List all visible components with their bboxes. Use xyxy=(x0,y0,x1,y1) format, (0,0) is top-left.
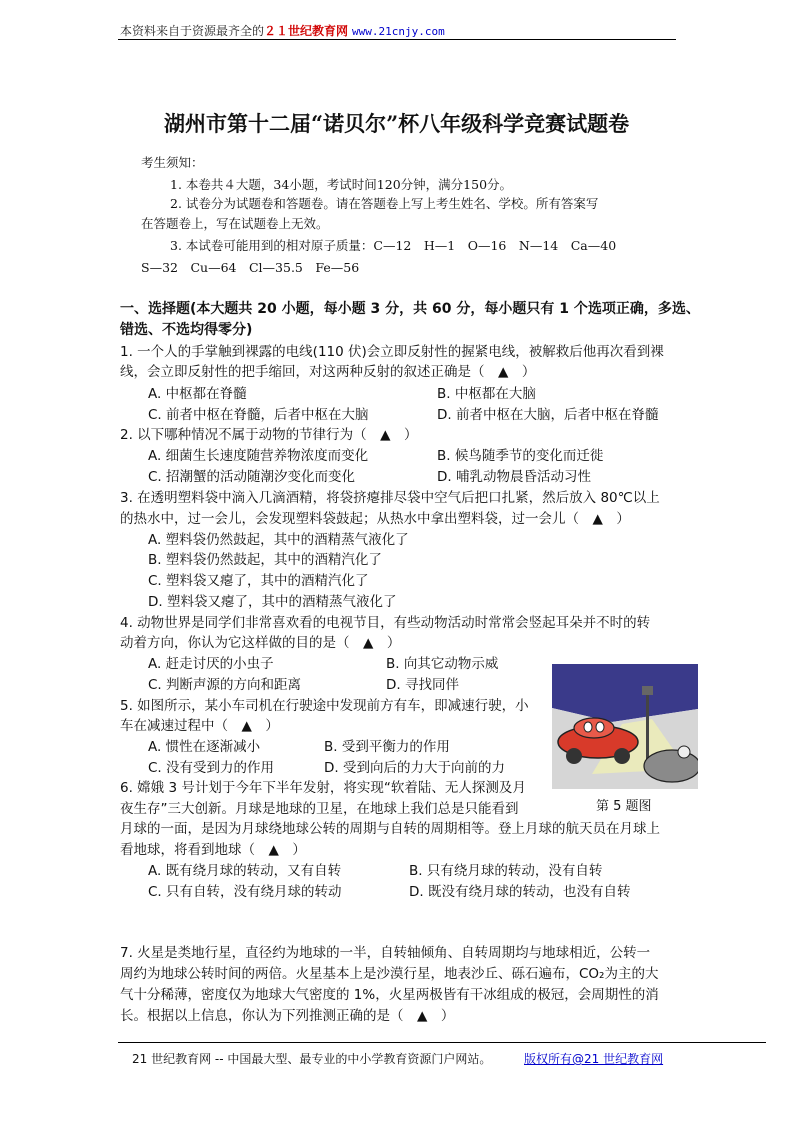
car-wheel-front xyxy=(614,748,630,764)
q5-figure-caption: 第 5 题图 xyxy=(596,799,652,814)
q1-option-c: C. 前者中枢在脊髓，后者中枢在大脑 xyxy=(148,407,369,423)
q1-option-d: D. 前者中枢在大脑，后者中枢在脊髓 xyxy=(437,407,659,423)
driver-head xyxy=(678,746,690,758)
q6-stem-line-4: 看地球，将看到地球（ ▲ ） xyxy=(120,842,306,858)
q5-option-c: C. 没有受到力的作用 xyxy=(148,760,275,776)
q6-stem-line-3: 月球的一面，是因为月球绕地球公转的周期与自转的周期相等。登上月球的航天员在月球上 xyxy=(120,821,660,837)
q5-option-a: A. 惯性在逐渐减小 xyxy=(148,739,261,755)
notice-line-3b: S—32 Cu—64 Cl—35.5 Fe—56 xyxy=(141,260,360,275)
header-rule xyxy=(118,39,676,40)
car-eye-right xyxy=(596,722,604,732)
header-brand: ２１世纪教育网 xyxy=(264,24,349,38)
notice-line-1: 1. 本卷共４大题，34小题，考试时间120分钟，满分150分。 xyxy=(170,177,513,192)
q4-stem-line-1: 4. 动物世界是同学们非常喜欢看的电视节目，有些动物活动时常常会竖起耳朵并不时的转 xyxy=(120,615,651,631)
q3-option-a: A. 塑料袋仍然鼓起，其中的酒精蒸气液化了 xyxy=(148,532,409,548)
q3-option-b: B. 塑料袋仍然鼓起，其中的酒精汽化了 xyxy=(148,552,382,568)
q4-option-b: B. 向其它动物示威 xyxy=(386,656,499,672)
q1-stem-line-1: 1. 一个人的手掌触到裸露的电线(110 伏)会立即反射性的握紧电线，被解救后他再次看到裸 xyxy=(120,344,664,360)
q7-stem-line-3: 气十分稀薄，密度仅为地球大气密度的 1%，火星两极皆有干冰组成的极冠，会周期性的消 xyxy=(120,987,659,1003)
street-lamp-head xyxy=(642,686,653,695)
street-lamp-pole xyxy=(646,692,649,762)
q5-option-b: B. 受到平衡力的作用 xyxy=(324,739,450,755)
q6-stem-line-1: 6. 嫦娥 3 号计划于今年下半年发射，将实现“软着陆、无人探测及月 xyxy=(120,780,526,796)
notice-line-2a: 2. 试卷分为试题卷和答题卷。请在答题卷上写上考生姓名、学校。所有答案写 xyxy=(170,196,599,211)
notice-line-3a: 3. 本试卷可能用到的相对原子质量：C—12 H—1 O—16 N—14 Ca—40 xyxy=(170,238,617,253)
header-url[interactable]: www.21cnjy.com xyxy=(352,25,445,38)
car-eye-left xyxy=(584,722,592,732)
page-header xyxy=(120,22,445,39)
section-heading-line-2: 错选、不选均得零分) xyxy=(120,322,253,338)
q7-stem-line-4: 长。根据以上信息，你认为下列推测正确的是（ ▲ ） xyxy=(120,1008,455,1024)
q3-stem-line-1: 3. 在透明塑料袋中滴入几滴酒精，将袋挤瘪排尽袋中空气后把口扎紧，然后放入 80℃以上 xyxy=(120,490,660,506)
notice-line-2b: 在答题卷上，写在试题卷上无效。 xyxy=(141,216,329,231)
footer-copyright-link[interactable] xyxy=(524,1050,663,1067)
document-title: 湖州市第十二届“诺贝尔”杯八年级科学竞赛试题卷 xyxy=(164,111,630,136)
q3-option-d: D. 塑料袋又瘪了，其中的酒精蒸气液化了 xyxy=(148,594,397,610)
footer-rule xyxy=(118,1042,766,1043)
q4-stem-line-2: 动着方向，你认为它这样做的目的是（ ▲ ） xyxy=(120,635,401,651)
q5-stem-line-2: 车在减速过程中（ ▲ ） xyxy=(120,718,279,734)
footer-left-text: 21 世纪教育网 -- 中国最大型、最专业的中小学教育资源门户网站。 xyxy=(132,1052,492,1066)
q1-option-a: A. 中枢都在脊髓 xyxy=(148,386,247,402)
q2-option-a: A. 细菌生长速度随营养物浓度而变化 xyxy=(148,448,369,464)
q6-stem-line-2: 夜生存”三大创新。月球是地球的卫星，在地球上我们总是只能看到 xyxy=(120,801,519,817)
section-heading-line-1: 一、选择题(本大题共 20 小题，每小题 3 分，共 60 分，每小题只有 1 个选项正确，多选、 xyxy=(120,301,700,317)
q1-option-b: B. 中枢都在大脑 xyxy=(437,386,536,402)
q4-option-a: A. 赶走讨厌的小虫子 xyxy=(148,656,274,672)
q3-stem-line-2: 的热水中，过一会儿，会发现塑料袋鼓起；从热水中拿出塑料袋，过一会儿（ ▲ ） xyxy=(120,511,630,527)
q2-option-c: C. 招潮蟹的活动随潮汐变化而变化 xyxy=(148,469,356,485)
q2-stem: 2. 以下哪种情况不属于动物的节律行为（ ▲ ） xyxy=(120,427,418,443)
q5-option-d: D. 受到向后的力大于向前的力 xyxy=(324,760,505,776)
q5-stem-line-1: 5. 如图所示，某小车司机在行驶途中发现前方有车，即减速行驶，小 xyxy=(120,698,529,714)
q2-option-d: D. 哺乳动物晨昏活动习性 xyxy=(437,469,591,485)
red-car-roof xyxy=(574,718,614,738)
q2-option-b: B. 候鸟随季节的变化而迁徙 xyxy=(437,448,604,464)
header-prefix: 本资料来自于资源最齐全的 xyxy=(120,24,265,38)
notice-heading: 考生须知： xyxy=(141,155,204,170)
q5-figure-car-illustration xyxy=(552,664,698,789)
car-scene-drawing xyxy=(552,664,698,789)
q7-stem-line-1: 7. 火星是类地行星，直径约为地球的一半，自转轴倾角、自转周期均与地球相近，公转一 xyxy=(120,945,651,961)
copyright-link[interactable]: 版权所有@21 世纪教育网 xyxy=(524,1052,664,1066)
q6-option-a: A. 既有绕月球的转动，又有自转 xyxy=(148,863,342,879)
q1-stem-line-2: 线，会立即反射性的把手缩回，对这两种反射的叙述正确是（ ▲ ） xyxy=(120,364,536,380)
q4-option-d: D. 寻找同伴 xyxy=(386,677,459,693)
car-wheel-rear xyxy=(566,748,582,764)
q4-option-c: C. 判断声源的方向和距离 xyxy=(148,677,302,693)
q7-stem-line-2: 周约为地球公转时间的两倍。火星基本上是沙漠行星，地表沙丘、砾石遍布，CO₂为主的大 xyxy=(120,966,659,982)
grey-car-ahead xyxy=(644,750,698,782)
q6-option-b: B. 只有绕月球的转动，没有自转 xyxy=(409,863,603,879)
q6-option-d: D. 既没有绕月球的转动，也没有自转 xyxy=(409,884,631,900)
q3-option-c: C. 塑料袋又瘪了，其中的酒精汽化了 xyxy=(148,573,369,589)
q6-option-c: C. 只有自转，没有绕月球的转动 xyxy=(148,884,342,900)
